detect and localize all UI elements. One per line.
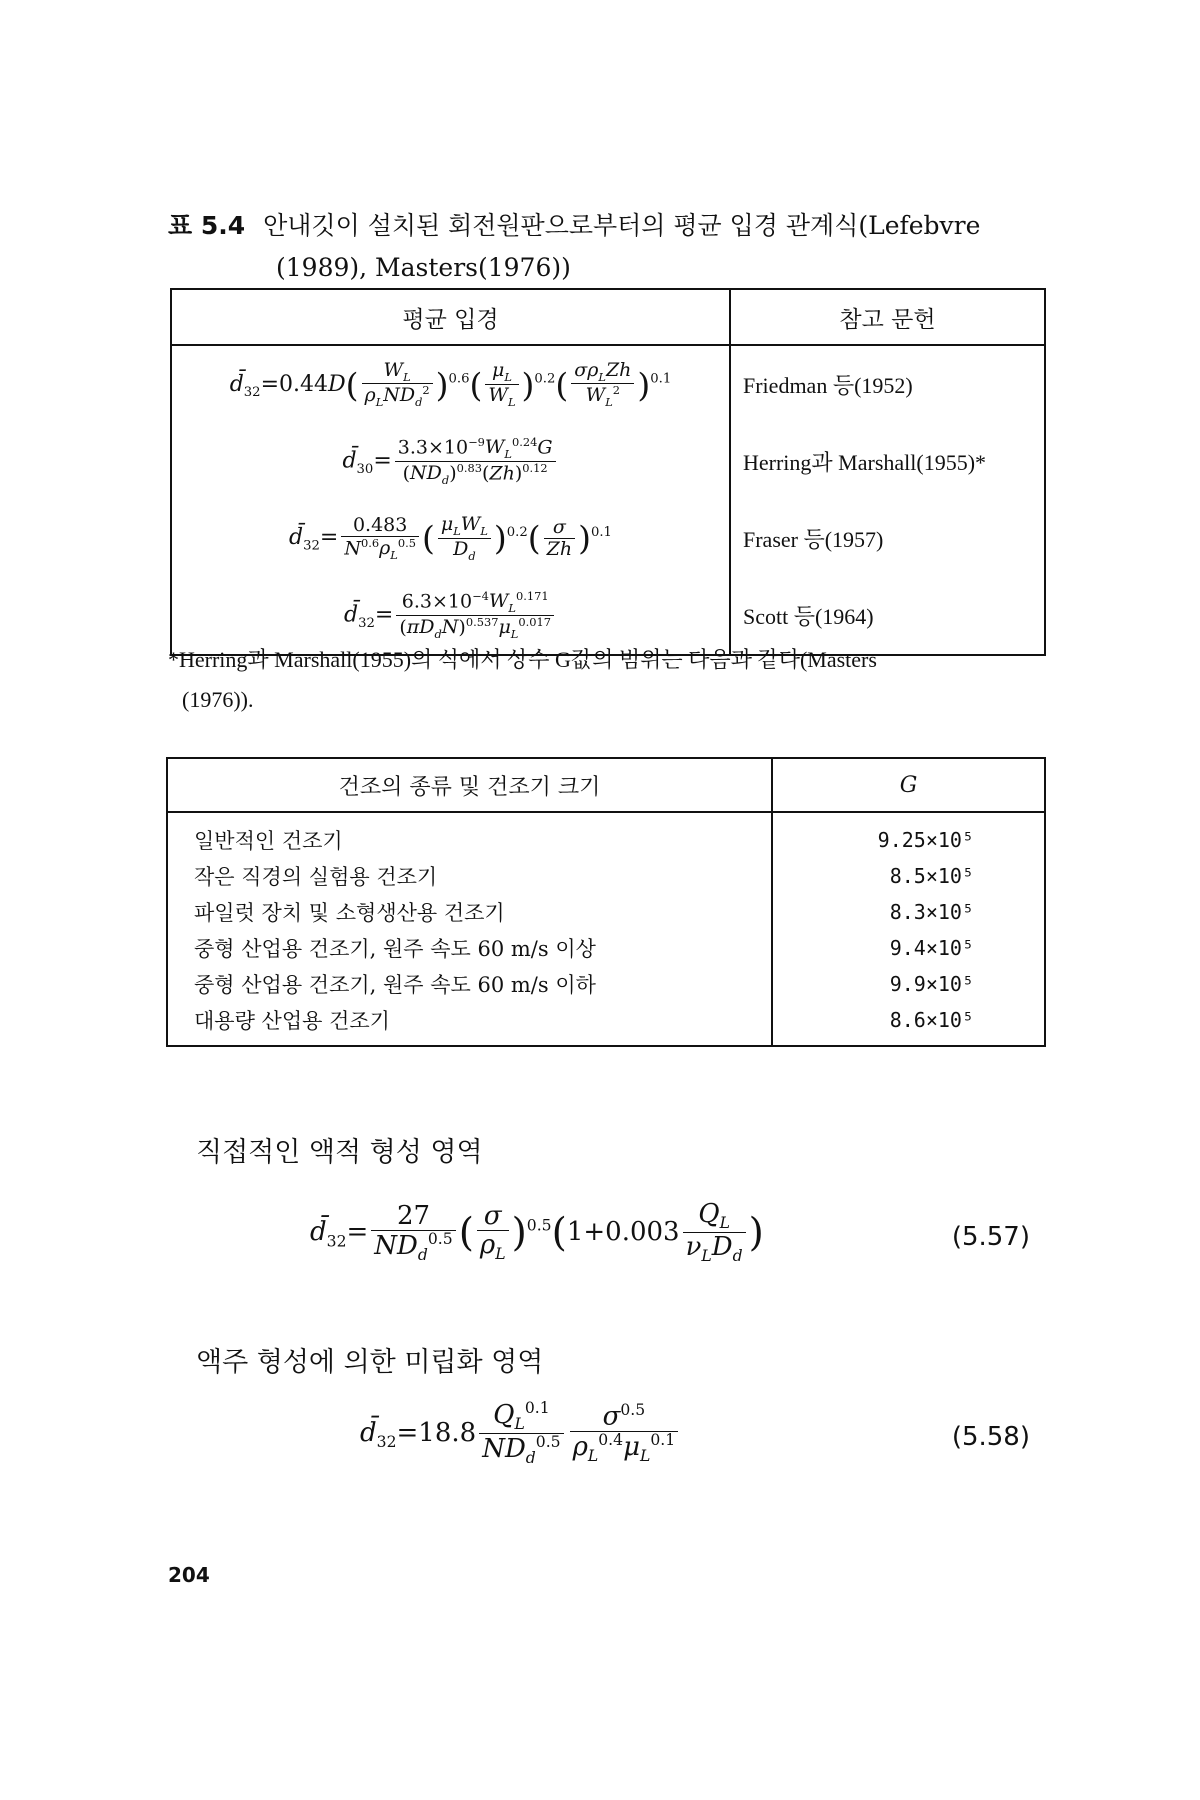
dryer-constant-table: [166, 757, 1046, 1047]
table-number: 표 5.4: [168, 211, 246, 240]
dryer-kind: 대용량 산업용 건조기: [167, 1002, 772, 1046]
dryer-kind: 중형 산업용 건조기, 원주 속도 60 m/s 이상: [167, 930, 772, 966]
footnote-line-2: (1976)).: [182, 687, 254, 712]
table-caption: [168, 205, 1048, 289]
reference-fraser: Fraser 등(1957): [730, 500, 1045, 577]
formula-fraser: $d̄_{32}=$ $\frac{0.483}{N^{0.6}\rho_L^{0.5}}$ ( $\frac{\mu_LW_L}{D_d}$ )$^{0.2}$( $\frac{\sigma}{Zh}$ )$^{0.1}$: [171, 500, 730, 577]
equation-number-5-57: (5.57): [951, 1222, 1030, 1252]
equation-5-58: $d̄_{32}=18.8$ $\frac{Q_L^{0.1}}{ND_d^{0.5}}$ $\frac{\sigma^{0.5}}{\rho_L^{0.4}\mu_L^{0.1}}$ (5.58): [360, 1399, 1030, 1467]
equation-5-57: $d̄_{32}=$ $\frac{27}{ND_d^{0.5}}$ ( $\frac{\sigma}{\rho_L}$ )$^{0.5}$(1+0.003 $\frac{Q_L}{\nu_LD_d}$ ) (5.57): [310, 1199, 1030, 1266]
dryer-kind: 일반적인 건조기: [167, 812, 772, 858]
formula-friedman: $d̄_{32}=0.44D$( $\frac{W_L}{\rho_LND_d^2}$ )$^{0.6}$( $\frac{\mu_L}{W_L}$ )$^{0.2}$( $\frac{\sigma\rho_LZh}{W_L^2}$ )$^{0.1}$: [171, 345, 730, 423]
reference-scott: Scott 등(1964): [730, 577, 1045, 655]
table-row: [167, 894, 1045, 930]
header-g: G: [772, 758, 1045, 812]
g-value: 8.5×10⁵: [772, 858, 1045, 894]
page-number: 204: [168, 1563, 210, 1587]
formula-scott: $d̄_{32}=$ $\frac{6.3\times 10^{-4}W_L^{0.171}}{(\pi D_dN)^{0.537}\mu_L^{0.017}}$: [171, 577, 730, 655]
equation-number-5-58: (5.58): [951, 1422, 1030, 1452]
header-dryer-type: 건조의 종류 및 건조기 크기: [167, 758, 772, 812]
section-heading-ligament: 액주 형성에 의한 미립화 영역: [196, 1347, 544, 1378]
footnote-line-1: *Herring과 Marshall(1955)의 식에서 상수 G값의 범위는 다음과 같다(Masters: [168, 647, 877, 672]
g-value: 8.6×10⁵: [772, 1002, 1045, 1046]
table-row: [167, 930, 1045, 966]
section-heading-direct-droplet: 직접적인 액적 형성 영역: [196, 1137, 483, 1168]
g-value: 9.4×10⁵: [772, 930, 1045, 966]
dryer-kind: 중형 산업용 건조기, 원주 속도 60 m/s 이하: [167, 966, 772, 1002]
table-row: [167, 812, 1045, 858]
table-row: [167, 1002, 1045, 1046]
table-row: [167, 966, 1045, 1002]
dryer-kind: 작은 직경의 실험용 건조기: [167, 858, 772, 894]
g-value: 8.3×10⁵: [772, 894, 1045, 930]
table-row: [167, 858, 1045, 894]
mean-diameter-table: [170, 288, 1046, 656]
table-footnote: [168, 640, 1048, 720]
formula-herring-marshall: $d̄_{30}=$ $\frac{3.3\times 10^{-9}W_L^{0.24}G}{(ND_d)^{0.83}(Zh)^{0.12}}$: [171, 423, 730, 500]
caption-line-1: 안내깃이 설치된 회전원판으로부터의 평균 입경 관계식(Lefebvre: [263, 211, 981, 240]
reference-herring-marshall: Herring과 Marshall(1955)*: [730, 423, 1045, 500]
reference-friedman: Friedman 등(1952): [730, 345, 1045, 423]
dryer-kind: 파일럿 장치 및 소형생산용 건조기: [167, 894, 772, 930]
header-mean-diameter: 평균 입경: [171, 289, 730, 345]
header-reference: 참고 문헌: [730, 289, 1045, 345]
caption-line-2: (1989), Masters(1976)): [276, 253, 571, 282]
g-value: 9.25×10⁵: [772, 812, 1045, 858]
g-value: 9.9×10⁵: [772, 966, 1045, 1002]
